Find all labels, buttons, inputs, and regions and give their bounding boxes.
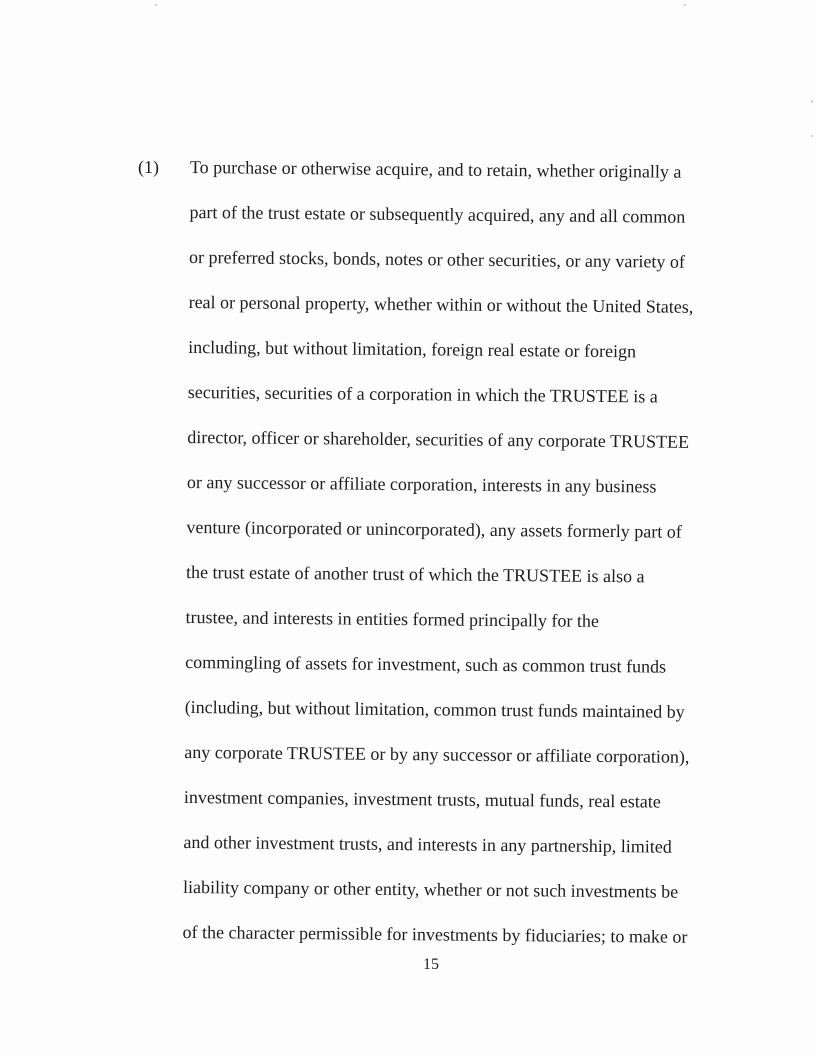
page-number: 15 [423, 956, 439, 973]
paragraph-line: (including, but without limitation, common trust funds maintained by [184, 696, 685, 722]
paragraph-line: or preferred stocks, bonds, notes or other securities, or any variety of [188, 246, 685, 272]
paragraph-line: and other investment trusts, and interests in any partnership, limited [183, 831, 672, 857]
paragraph-line: including, but without limitation, foreign real estate or foreign [188, 336, 637, 362]
paragraph-line: the trust estate of another trust of which the TRUSTEE is also a [185, 561, 645, 587]
paragraph-line: commingling of assets for investment, such as common trust funds [185, 651, 667, 677]
paragraph-line: or any successor or affiliate corporation, interests in any business [186, 471, 657, 497]
paragraph-line: director, officer or shareholder, securities of any corporate TRUSTEE [187, 426, 690, 452]
paragraph-line: liability company or other entity, whether or not such investments be [182, 876, 679, 902]
paragraph-line: investment companies, investment trusts, mutual funds, real estate [183, 786, 661, 812]
item-number: (1) [138, 157, 159, 177]
paragraph-line: trustee, and interests in entities formed principally for the [185, 606, 600, 631]
paragraph-line: of the character permissible for investments by fiduciaries; to make or [182, 921, 688, 947]
paragraph-line: real or personal property, whether within or without the United States, [188, 291, 694, 317]
paragraph-line: To purchase or otherwise acquire, and to retain, whether originally a [189, 157, 682, 182]
paragraph-line: venture (incorporated or unincorporated), any assets formerly part of [186, 516, 682, 542]
paragraph-line: any corporate TRUSTEE or by any successor or affiliate corporation), [184, 741, 690, 767]
paragraph-line: securities, securities of a corporation in which the TRUSTEE is a [187, 381, 658, 407]
paragraph-line: part of the trust estate or subsequently acquired, any and all common [189, 201, 686, 227]
